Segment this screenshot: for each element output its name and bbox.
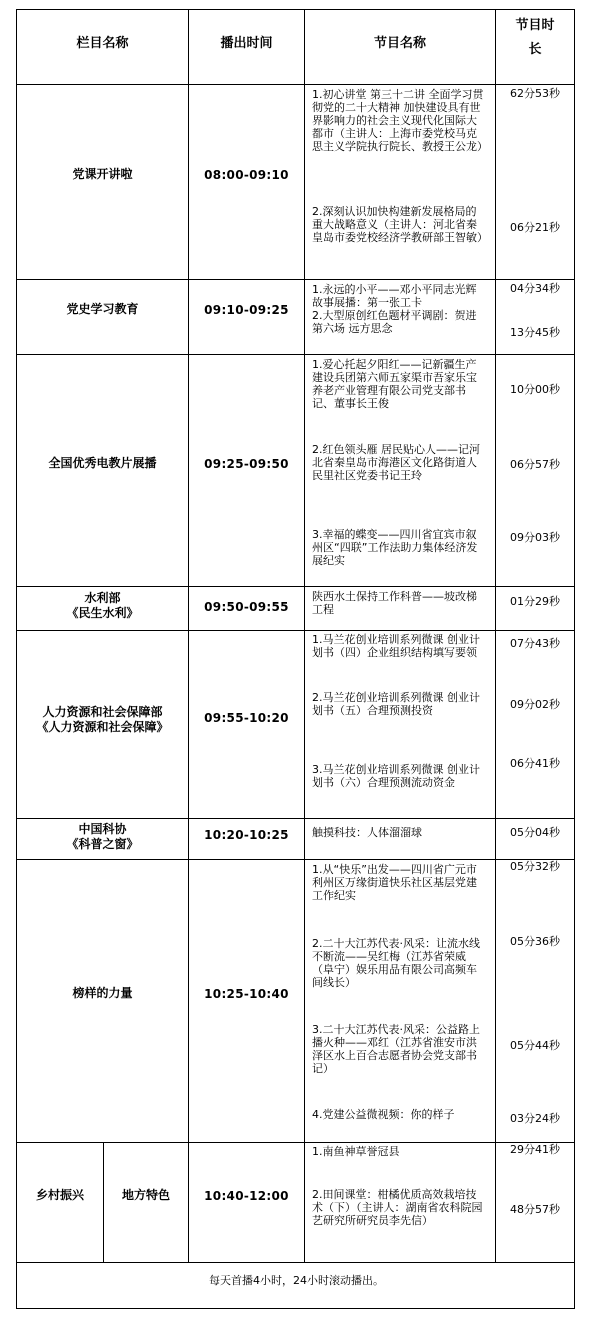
program-title: 3.马兰花创业培训系列微课 创业计划书（六）合理预测流动资金 [312,763,480,789]
program-title: 2.马兰花创业培训系列微课 创业计划书（五）合理预测投资 [312,691,480,717]
section-name-line2: 《人力资源和社会保障》 [36,720,169,734]
section-time: 09:50-09:55 [204,600,289,614]
section-name [17,705,188,735]
program-duration: 05分44秒 [510,1039,560,1052]
row-divider [17,84,574,85]
program-title: 1.马兰花创业培训系列微课 创业计划书（四）企业组织结构填写要领 [312,633,480,659]
row-divider [17,630,574,631]
row-divider [17,1262,574,1263]
program-title: 2.红色领头雁 居民贴心人——记河北省秦皇岛市海港区文化路街道人民里社区党委书记王玲 [312,443,480,482]
program-duration: 07分43秒 [510,637,560,650]
section-name [17,822,188,852]
program-title: 2.田间课堂：柑橘优质高效栽培技术（下）（主讲人：湖南省农科院园艺研究所研究员李先信） [312,1188,483,1227]
program-title: 3.幸福的蝶变——四川省宜宾市叙州区“四联”工作法助力集体经济发展纪实 [312,528,478,567]
footer-note: 每天首播4小时，24小时滚动播出。 [209,1274,384,1287]
program-duration: 06分41秒 [510,757,560,770]
program-title: 触摸科技：人体溜溜球 [312,826,422,839]
section-name [17,591,188,621]
header-duration-line1: 节目时 [515,18,555,33]
program-duration: 09分03秒 [510,531,560,544]
column-divider [188,10,189,1262]
program-title: 1.初心讲堂 第三十二讲 全面学习贯彻党的二十大精神 加快建设具有世界影响力的社会主义现代化国际大都市（主讲人：上海市委党校马克思主义学院执行院长、教授王公龙） [312,88,488,153]
section-name-line1: 水利部 [84,591,121,605]
section-time: 09:10-09:25 [204,303,289,317]
column-divider [304,10,305,1262]
section-time: 09:55-10:20 [204,711,289,725]
program-title: 1.南鱼神草誉冠县 [312,1145,400,1158]
program-title: 1.爱心托起夕阳红——记新疆生产建设兵团第六师五家渠市吾家乐宝养老产业管理有限公司党支部书记、董事长王俊 [312,358,477,410]
program-title: 3.二十大江苏代表·风采：公益路上播火种——邓红（江苏省淮安市洪泽区水上百合志愿者协会党支部书记） [312,1023,480,1075]
row-divider [17,279,574,280]
section-name: 全国优秀电教片展播 [48,456,157,470]
program-duration: 10分00秒 [510,383,560,396]
program-duration: 04分34秒 [510,282,560,295]
header-column-name: 栏目名称 [76,36,129,51]
program-duration: 05分32秒 [510,860,560,873]
section-name: 乡村振兴 [35,1188,84,1202]
program-duration: 09分02秒 [510,698,560,711]
program-duration: 03分24秒 [510,1112,560,1125]
row-divider [17,586,574,587]
row-divider [17,354,574,355]
program-duration: 05分04秒 [510,826,560,839]
program-duration: 62分53秒 [510,87,560,100]
program-title: 1.从“快乐”出发——四川省广元市利州区万缘街道快乐社区基层党建工作纪实 [312,863,477,902]
row-divider [17,1142,574,1143]
section-name: 党史学习教育 [66,302,139,316]
program-duration: 06分57秒 [510,458,560,471]
program-title: 4.党建公益微视频：你的样子 [312,1108,455,1121]
section-time: 08:00-09:10 [204,168,289,182]
section-sub-name: 地方特色 [121,1188,170,1202]
section-time: 10:25-10:40 [204,987,289,1001]
program-title: 1.永远的小平——邓小平同志光辉故事展播：第一张工卡 [312,283,477,309]
section-name-line2: 《民生水利》 [66,606,139,620]
program-duration: 48分57秒 [510,1203,560,1216]
section-time: 10:20-10:25 [204,828,289,842]
program-duration: 06分21秒 [510,221,560,234]
section-name: 榜样的力量 [72,986,133,1000]
program-duration: 29分41秒 [510,1143,560,1156]
section-name: 党课开讲啦 [72,167,133,181]
section-name-line1: 中国科协 [78,822,127,836]
row-divider [17,859,574,860]
section-time: 09:25-09:50 [204,457,289,471]
column-divider [495,10,496,1262]
program-title: 2.二十大江苏代表·风采：让流水线不断流——吴红梅（江苏省荣威（阜宁）娱乐用品有限公司高频车间线长） [312,937,480,989]
program-duration: 13分45秒 [510,326,560,339]
row-divider [17,818,574,819]
header-broadcast-time: 播出时间 [220,36,273,51]
program-title: 陕西水土保持工作科普——坡改梯工程 [312,590,477,616]
schedule-table [16,9,575,1309]
header-duration-line2: 长 [528,42,542,57]
header-duration [496,14,574,62]
program-title: 2.深刻认识加快构建新发展格局的重大战略意义（主讲人：河北省秦皇岛市委党校经济学教研部王智敏） [312,205,488,244]
section-name-line1: 人力资源和社会保障部 [42,705,163,719]
section-time: 10:40-12:00 [204,1189,289,1203]
header-program-name: 节目名称 [373,36,426,51]
program-title: 2.大型原创红色题材平调剧：贺进 第六场 远方思念 [312,309,477,335]
program-duration: 01分29秒 [510,595,560,608]
program-duration: 05分36秒 [510,935,560,948]
section-name-line2: 《科普之窗》 [66,837,139,851]
